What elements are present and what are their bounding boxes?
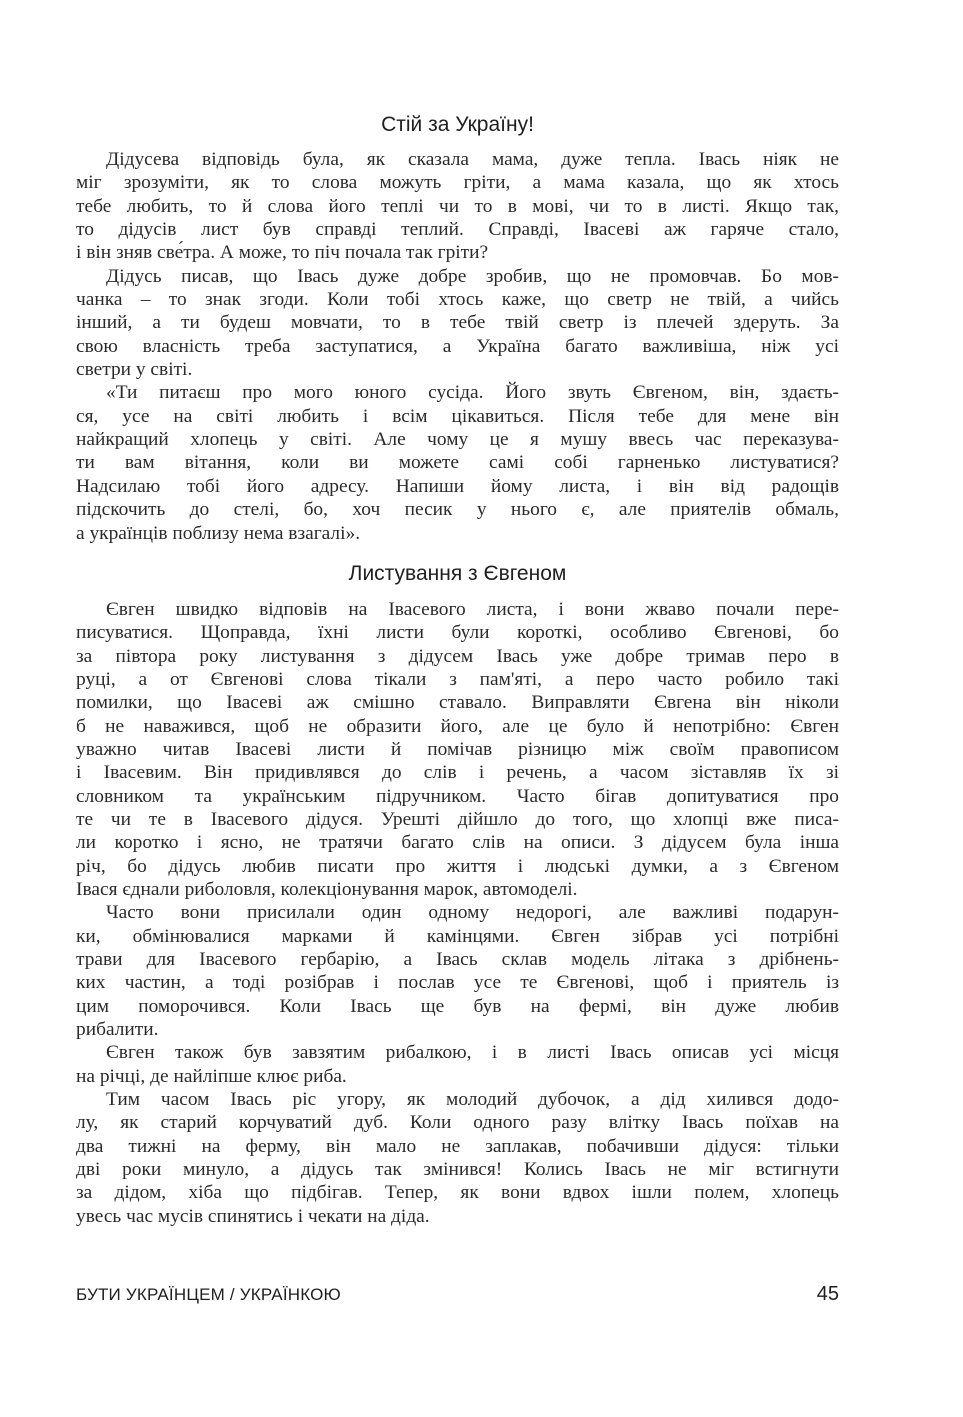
text-line: річ, бо дідусь любив писати про життя і людські думки, а з Євгеном xyxy=(76,855,839,877)
text-line: і він зняв све́тра. А може, то піч почала так гріти? xyxy=(76,242,489,264)
text-line: два тижні на ферму, він мало не заплакав, побачивши дідуся: тільки xyxy=(76,1135,839,1157)
text-line: ли коротко і ясно, не тратячи багато слів на описи. З дідусем була інша xyxy=(76,832,839,854)
text-line: увесь час мусів спинятись і чекати на діда. xyxy=(76,1205,430,1227)
paragraph xyxy=(76,381,839,544)
page-footer xyxy=(76,1281,839,1311)
text-line: за півтора року листування з дідусем Івась уже добре тримав перо в xyxy=(76,645,839,667)
text-line: словником та українським підручником. Часто бігав допитуватися про xyxy=(76,785,839,807)
section-body xyxy=(76,598,839,1228)
text-line: лу, як старий корчуватий дуб. Коли одного разу влітку Івась поїхав на xyxy=(76,1112,839,1134)
text-line: Тим часом Івась ріс угору, як молодий дубочок, а дід хилився додо- xyxy=(106,1089,839,1111)
paragraph xyxy=(76,1041,839,1088)
text-line: на річці, де найліпше клює риба. xyxy=(76,1065,347,1087)
text-line: свою власність треба заступатися, а Україна багато важливіша, ніж усі xyxy=(76,335,839,357)
section-heading: Стій за Україну! xyxy=(381,113,534,136)
paragraph xyxy=(76,1088,839,1228)
text-line: ся, усе на світі любить і всім цікавиться. Після тебе для мене він xyxy=(76,405,839,427)
text-line: ки, обмінювалися марками й камінцями. Євген зібрав усі потрібні xyxy=(76,925,839,947)
page-content xyxy=(76,109,839,1228)
text-line: підскочить до стелі, бо, хоч песик у нього є, але приятелів обмаль, xyxy=(76,499,839,521)
text-line: Івася єднали риболовля, колекціонування марок, автомоделі. xyxy=(76,878,578,900)
text-line: Дідусева відповідь була, як сказала мама, дуже тепла. Івась ніяк не xyxy=(106,149,839,170)
text-line: ти вам вітання, коли ви можете самі собі гарненько листуватися? xyxy=(76,452,839,474)
page-number: 45 xyxy=(816,1283,839,1305)
text-line: Надсилаю тобі його адресу. Напиши йому листа, і він від радощів xyxy=(76,475,839,497)
text-line: те чи те в Івасевого дідуся. Урешті дійшло до того, що хлопці вже писа- xyxy=(76,808,839,830)
text-line: чанка – то знак згоди. Коли тобі хтось каже, що светр не твій, а чийсь xyxy=(76,289,839,311)
text-line: за дідом, хіба що підбігав. Тепер, як вони вдвох ішли полем, хлопець xyxy=(76,1182,839,1204)
text-line: міг зрозуміти, як то слова можуть гріти, а мама казала, що як хтось xyxy=(76,172,839,194)
text-line: Часто вони присилали один одному недорогі, але важливі подарун- xyxy=(106,902,839,924)
section-heading: Листування з Євгеном xyxy=(348,561,567,585)
text-line: Євген швидко відповів на Івасевого листа, і вони жваво почали пере- xyxy=(106,598,839,620)
paragraph xyxy=(76,598,839,901)
text-line: руці, а от Євгенові слова тікали з пам'яті, а перо часто робило такі xyxy=(76,668,839,690)
text-line: Дідусь писав, що Івась дуже добре зробив, що не промовчав. Бо мов- xyxy=(106,265,839,287)
running-title: БУТИ УКРАЇНЦЕМ / УКРАЇНКОЮ xyxy=(76,1285,341,1304)
text-line: светри у світі. xyxy=(76,359,193,381)
text-line: Євген також був завзятим рибалкою, і в листі Івась описав усі місця xyxy=(106,1042,839,1064)
text-line: і Івасевим. Він придивлявся до слів і речень, а часом зіставляв їх зі xyxy=(76,762,839,784)
text-line: уважно читав Івасеві листи й помічав різницю між своїм правописом xyxy=(76,738,839,760)
text-line: рибалити. xyxy=(76,1019,159,1041)
text-line: б не наважився, щоб не образити його, але це було й непотрібно: Євген xyxy=(76,715,839,737)
paragraph xyxy=(76,901,839,1041)
text-line: тебе любить, то й слова його теплі чи то в мові, чи то в листі. Якщо так, xyxy=(76,195,839,217)
text-line: інший, а ти будеш мовчати, то в тебе твій светр із плечей здеруть. За xyxy=(76,312,839,334)
text-line: то дідусів лист був справді теплий. Справді, Івасеві аж гаряче стало, xyxy=(76,219,839,241)
text-line: писуватися. Щоправда, їхні листи були короткі, особливо Євгенові, бо xyxy=(76,622,839,644)
text-line: а українців поблизу нема взагалі». xyxy=(76,522,361,544)
text-line: дві роки минуло, а дідусь так змінився! Колись Івась не міг встигнути xyxy=(76,1159,839,1181)
text-line: найкращий хлопець у світі. Але чому це я мушу ввесь час переказува- xyxy=(76,429,839,451)
section-body xyxy=(76,148,839,545)
paragraph xyxy=(76,265,839,382)
text-line: трави для Івасевого гербарію, а Івась склав модель літака з дрібнень- xyxy=(76,949,839,970)
text-line: ких частин, а тоді розібрав і послав усе те Євгенові, щоб і приятель із xyxy=(76,972,839,994)
text-line: «Ти питаєш про мого юного сусіда. Його звуть Євгеном, він, здаєть- xyxy=(106,382,839,404)
paragraph xyxy=(76,148,839,265)
text-line: помилки, що Івасеві аж смішно ставало. Виправляти Євгена він ніколи xyxy=(76,692,839,714)
text-line: цим поморочився. Коли Івась ще був на фермі, він дуже любив xyxy=(76,995,839,1017)
